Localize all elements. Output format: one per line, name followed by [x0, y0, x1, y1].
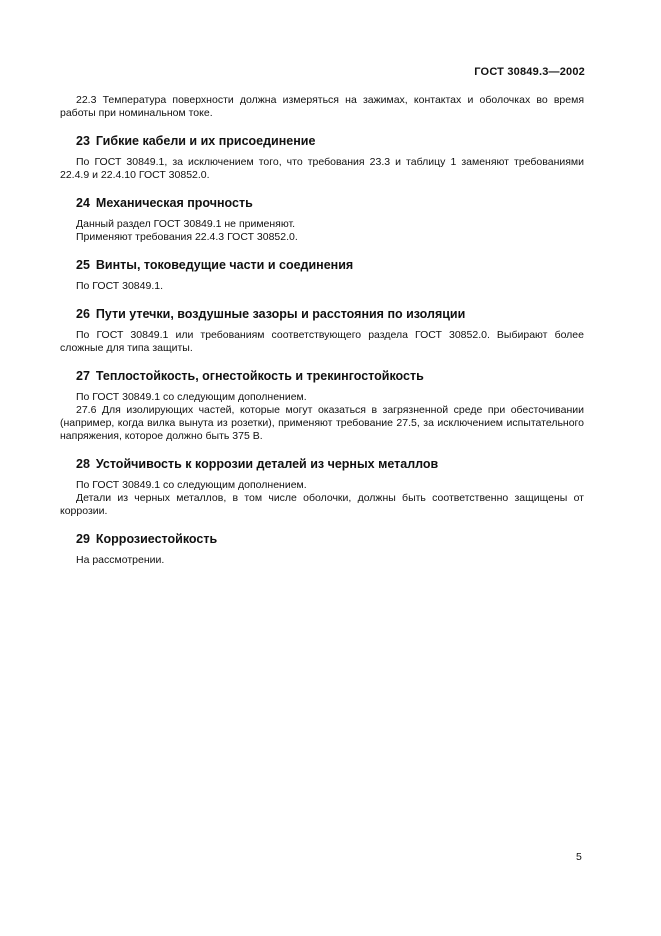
- sections-container: [60, 134, 584, 567]
- section-28: [60, 457, 584, 518]
- section-paragraph: Детали из черных металлов, в том числе оболочки, должны быть соответственно защищены от коррозии.: [60, 492, 584, 517]
- section-heading: [76, 134, 584, 149]
- section-heading: [76, 196, 584, 211]
- section-paragraph: По ГОСТ 30849.1 со следующим дополнением.: [76, 391, 307, 403]
- section-title: Механическая прочность: [95, 196, 253, 210]
- section-heading: [76, 532, 584, 547]
- section-26: [60, 307, 584, 355]
- section-number: 28: [76, 457, 90, 471]
- section-heading: [76, 258, 584, 273]
- section-25: [60, 258, 584, 293]
- section-title: Винты, токоведущие части и соединения: [95, 258, 354, 272]
- section-title: Пути утечки, воздушные зазоры и расстояния по изоляции: [95, 307, 466, 321]
- section-number: 29: [76, 532, 90, 546]
- section-27: [60, 369, 584, 443]
- section-number: 27: [76, 369, 90, 383]
- section-paragraph: По ГОСТ 30849.1 со следующим дополнением.: [76, 479, 307, 491]
- document-code: ГОСТ 30849.3—2002: [474, 66, 585, 78]
- section-number: 25: [76, 258, 90, 272]
- section-number: 26: [76, 307, 90, 321]
- section-heading: [76, 457, 584, 472]
- section-heading: [76, 307, 584, 322]
- section-title: Гибкие кабели и их присоединение: [95, 134, 316, 148]
- section-29: [60, 532, 584, 567]
- section-paragraph: По ГОСТ 30849.1 или требованиям соответствующего раздела ГОСТ 30852.0. Выбирают более сложные для типа защиты.: [60, 329, 584, 354]
- section-23: [60, 134, 584, 182]
- section-24: [60, 196, 584, 244]
- section-paragraph: На рассмотрении.: [76, 554, 165, 566]
- section-paragraph: По ГОСТ 30849.1.: [76, 280, 164, 292]
- page-number: 5: [576, 851, 582, 863]
- document-body: [60, 94, 584, 567]
- section-heading: [76, 369, 584, 384]
- section-number: 23: [76, 134, 90, 148]
- section-title: Теплостойкость, огнестойкость и трекингостойкость: [95, 369, 424, 383]
- clause-22-3: 22.3 Температура поверхности должна измеряться на зажимах, контактах и оболочках во время работы при номинальном токе.: [60, 94, 584, 119]
- section-paragraph: По ГОСТ 30849.1, за исключением того, что требования 23.3 и таблицу 1 заменяют требованиями 22.4.9 и 22.4.10 ГОСТ 30852.0.: [60, 156, 584, 181]
- section-number: 24: [76, 196, 90, 210]
- section-title: Устойчивость к коррозии деталей из черных металлов: [95, 457, 439, 471]
- section-title: Коррозиестойкость: [95, 532, 218, 546]
- section-paragraph: Данный раздел ГОСТ 30849.1 не применяют.: [76, 218, 296, 230]
- section-paragraph: 27.6 Для изолирующих частей, которые могут оказаться в загрязненной среде при обесточивании (например, когда вилка вынута из розетки), применяют требование 27.5, за исключением испытательного напряжения, которое должно быть 375 В.: [60, 404, 584, 442]
- section-paragraph: Применяют требования 22.4.3 ГОСТ 30852.0.: [76, 231, 298, 243]
